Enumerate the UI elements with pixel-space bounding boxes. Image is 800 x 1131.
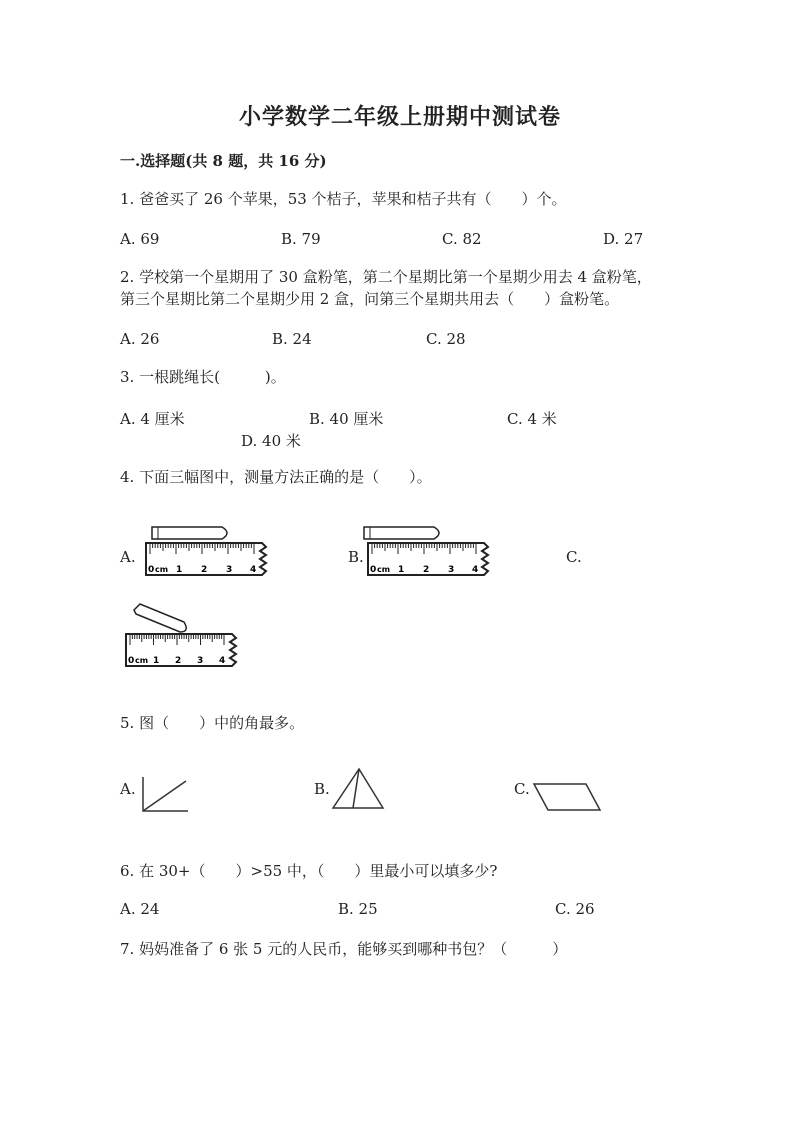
question-6-option-a[interactable]: A. 24 <box>120 900 160 918</box>
ruler-label-one: 1 <box>153 656 160 666</box>
ruler-label-three: 3 <box>226 565 233 575</box>
triangle-figure-b <box>330 766 386 812</box>
ruler-label-zero: 0 <box>370 565 377 575</box>
ruler-label-one: 1 <box>176 565 183 575</box>
page-title: 小学数学二年级上册期中测试卷 <box>238 104 561 130</box>
ruler-label-zero: 0 <box>128 656 135 666</box>
question-2-stem-line-2: 第三个星期比第二个星期少用 2 盒，问第三个星期共用去（ ）盒粉笔。 <box>120 290 620 308</box>
ruler-label-three: 3 <box>448 565 455 575</box>
question-1-option-a[interactable]: A. 69 <box>120 230 160 248</box>
question-3-option-c[interactable]: C. 4 米 <box>507 410 557 428</box>
question-1-option-d[interactable]: D. 27 <box>603 230 644 248</box>
ruler-label-two: 2 <box>201 565 208 575</box>
ruler-label-cm: cm <box>155 565 169 574</box>
question-3-stem: 3. 一根跳绳长( )。 <box>120 368 286 386</box>
question-6-option-c[interactable]: C. 26 <box>555 900 595 918</box>
question-3-option-d[interactable]: D. 40 米 <box>241 432 301 450</box>
question-5-option-c[interactable]: C. <box>514 780 530 798</box>
question-1-option-c[interactable]: C. 82 <box>442 230 482 248</box>
ruler-label-four: 4 <box>250 565 257 575</box>
question-2-stem-line-1: 2. 学校第一个星期用了 30 盒粉笔，第二个星期比第一个星期少用去 4 盒粉笔， <box>120 268 652 286</box>
question-6-option-b[interactable]: B. 25 <box>338 900 378 918</box>
question-1-stem: 1. 爸爸买了 26 个苹果，53 个桔子，苹果和桔子共有（ ）个。 <box>120 190 567 208</box>
ruler-label-four: 4 <box>472 565 479 575</box>
section-heading: 一.选择题(共 8 题，共 16 分) <box>120 152 327 170</box>
question-7-stem: 7. 妈妈准备了 6 张 5 元的人民币，能够买到哪种书包？（ ） <box>120 940 568 958</box>
question-5-option-a[interactable]: A. <box>120 780 136 798</box>
ruler-label-two: 2 <box>423 565 430 575</box>
question-5-stem: 5. 图（ ）中的角最多。 <box>120 714 305 732</box>
ruler-label-four: 4 <box>219 656 226 666</box>
ruler-label-two: 2 <box>175 656 182 666</box>
ruler-figure-c <box>120 600 260 672</box>
ruler-figure-b <box>362 523 502 581</box>
question-4-option-c[interactable]: C. <box>566 548 582 566</box>
ruler-figure-a <box>140 523 280 581</box>
ruler-label-zero: 0 <box>148 565 155 575</box>
pencil-icon <box>134 604 186 632</box>
question-2-option-c[interactable]: C. 28 <box>426 330 466 348</box>
question-3-option-a[interactable]: A. 4 厘米 <box>120 410 185 428</box>
question-4-stem: 4. 下面三幅图中，测量方法正确的是（ ）。 <box>120 468 432 486</box>
question-1-option-b[interactable]: B. 79 <box>281 230 321 248</box>
question-4-option-b[interactable]: B. <box>348 548 364 566</box>
question-2-option-b[interactable]: B. 24 <box>272 330 312 348</box>
pencil-icon <box>152 527 227 539</box>
ruler-label-cm: cm <box>135 656 149 665</box>
question-3-option-b[interactable]: B. 40 厘米 <box>309 410 384 428</box>
question-4-option-a[interactable]: A. <box>120 548 136 566</box>
ruler-label-one: 1 <box>398 565 405 575</box>
pencil-icon <box>364 527 439 539</box>
question-5-option-b[interactable]: B. <box>314 780 330 798</box>
parallelogram-figure-c <box>530 780 604 814</box>
question-2-option-a[interactable]: A. 26 <box>120 330 160 348</box>
parallelogram-outline <box>534 784 600 810</box>
ruler-label-three: 3 <box>197 656 204 666</box>
ruler-label-cm: cm <box>377 565 391 574</box>
angle-figure-a <box>140 775 192 815</box>
question-6-stem: 6. 在 30+（ ）>55 中，（ ）里最小可以填多少? <box>120 862 498 880</box>
angle-ray <box>143 781 186 811</box>
